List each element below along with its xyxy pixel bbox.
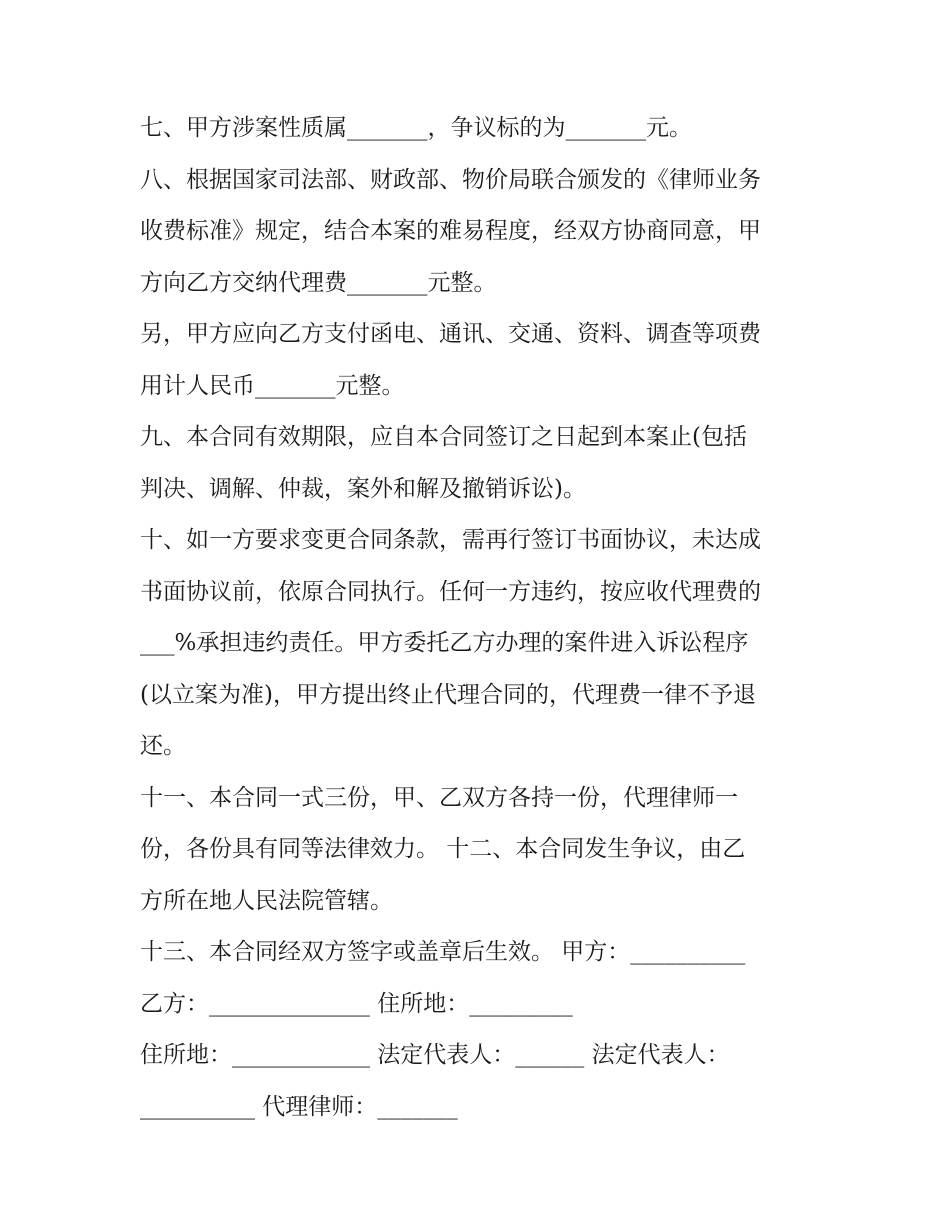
- text-line: 十三、本合同经双方签字或盖章后生效。 甲方：__________: [140, 939, 746, 965]
- text-line: 方向乙方交纳代理费_______元整。: [140, 269, 497, 296]
- text-line: 十、如一方要求变更合同条款，需再行签订书面协议，未达成: [140, 527, 761, 553]
- text-line: 份，各份具有同等法律效力。 十二、本合同发生争议，由乙: [140, 836, 746, 862]
- text-line: 九、本合同有效期限，应自本合同签订之日起到本案止(包括: [140, 424, 747, 450]
- text-line: 还。: [140, 733, 186, 759]
- text-line: 十一、本合同一式三份，甲、乙双方各持一份，代理律师一: [140, 784, 738, 811]
- text-line: 方所在地人民法院管辖。: [140, 887, 393, 914]
- text-line: 用计人民币_______元整。: [140, 372, 405, 399]
- text-line: 书面协议前，依原合同执行。任何一方违约，按应收代理费的: [140, 578, 761, 605]
- text-line: 收费标准》规定，结合本案的难易程度，经双方协商同意，甲: [140, 218, 761, 244]
- text-line: 乙方：______________ 住所地：_________: [140, 990, 573, 1017]
- text-line: 另，甲方应向乙方支付函电、通讯、交通、资料、调查等项费: [140, 321, 761, 347]
- text-line: 八、根据国家司法部、财政部、物价局联合颁发的《律师业务: [140, 166, 761, 193]
- text-line: (以立案为准)，甲方提出终止代理合同的，代理费一律不予退: [140, 681, 756, 708]
- text-line: 住所地：____________ 法定代表人：______ 法定代表人：: [140, 1042, 730, 1068]
- text-line: 七、甲方涉案性质属_______，争议标的为_______元。: [140, 115, 692, 141]
- text-line: ___%承担违约责任。甲方委托乙方办理的案件进入诉讼程序: [140, 630, 749, 656]
- contract-body: [140, 103, 815, 1133]
- text-line: __________ 代理律师：_______: [140, 1093, 458, 1120]
- text-line: 判决、调解、仲裁，案外和解及撤销诉讼)。: [140, 475, 586, 502]
